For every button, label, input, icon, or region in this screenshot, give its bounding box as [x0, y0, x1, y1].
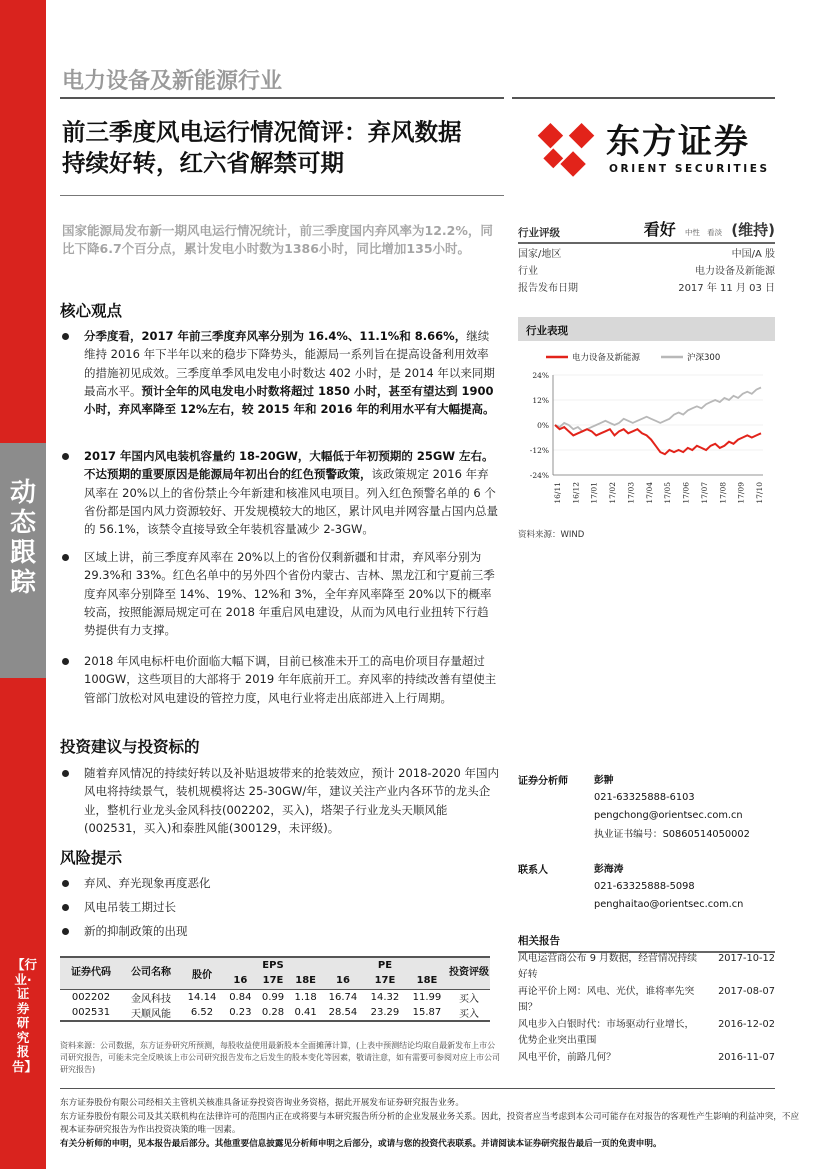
x-tick-label: 16/11: [553, 482, 562, 504]
performance-chart: [518, 345, 775, 515]
th-price: 股价: [180, 957, 224, 989]
x-tick-label: 17/02: [608, 482, 618, 504]
core-point-2-bold: 2017 年国内风电装机容量约 18-20GW，大幅低于年初预期的 25GW 左右。不达预期的重要原因是能源局年初出台的红色预警政策，: [84, 449, 494, 482]
related-item[interactable]: [518, 951, 775, 983]
rating-row-key: 行业: [518, 266, 538, 277]
related-item-title[interactable]: 风电平价，前路几何？: [518, 1052, 616, 1063]
cell-code: 002202: [71, 991, 111, 1003]
table-row: [60, 989, 490, 1005]
analyst-cert: 执业证书编号：S0860514050002: [594, 829, 750, 840]
cell-pe: 28.54: [322, 1005, 364, 1021]
rating-row: [518, 244, 775, 261]
core-point-1-text: 继续维持 2016 年下半年以来的稳步下降势头，能源局一系列旨在提高设备利用效率的措施初见成效。三季度单季风电发电小时数达 402 小时，是 2014 年以来同期最高水平。: [84, 329, 495, 398]
core-point-2-text: 该政策规定 2016 年弃风率在 20%以上的省份禁止今年新建和核准风电项目。列入红色预警名单的 6 个省份都是国内风力资源较好、开发规模较大的地区，累计风电并网容量占国内总量的 56.1%，该禁令直接导致全年装机容量减少 2-3GW。: [84, 467, 498, 537]
th-year: 17E: [364, 973, 406, 989]
core-point-4-text: 2018 年风电标杆电价面临大幅下调，目前已核准未开工的高电价项目存量超过 100GW，这些项目的大部将于 2019 年年底前开工。弃风率的持续改善有望使主管部门放松对风电建设的管控力度，风电行业将走出底部进入上行周期。: [84, 654, 497, 705]
divider: [60, 1088, 775, 1089]
industry-heading: 电力设备及新能源行业: [62, 69, 283, 94]
logo-mark-icon: [538, 123, 595, 177]
analyst-block: [518, 770, 775, 842]
logo-text-en: ORIENT SECURITIES: [609, 163, 770, 175]
y-tick-label: 0%: [537, 421, 549, 430]
sidebar-label: 动态跟踪: [9, 478, 36, 598]
chart-source: 资料来源：WIND: [518, 530, 585, 540]
core-point-1-bold: 分季度看，2017 年前三季度弃风率分别为 16.4%、11.1%和 8.66%，: [84, 329, 467, 343]
cell-pe: 14.32: [370, 991, 400, 1003]
th-name: 公司名称: [122, 957, 180, 989]
y-tick-label: 12%: [532, 396, 549, 405]
x-tick-label: 17/03: [626, 482, 636, 504]
cell-eps: 0.23: [224, 1005, 257, 1021]
sidebar-bottom-label: 【行业·证券研究报告】: [12, 957, 38, 1074]
related-item-title[interactable]: 再论平价上网：风电、光伏，谁将率先突围？: [518, 986, 695, 1013]
x-tick-label: 17/10: [755, 482, 764, 504]
rating-option: 看淡: [707, 228, 723, 237]
summary-text: 国家能源局发布新一期风电运行情况统计，前三季度国内弃风率为12.2%，同比下降6.7个百分点，累计发电小时数为1386小时，同比增加135小时。: [62, 223, 493, 256]
divider: [60, 97, 504, 99]
legend-label: 沪深300: [687, 353, 721, 363]
invest-point-text: 随着弃风情况的持续好转以及补贴退坡带来的抢装效应，预计 2018-2020 年国内风电将持续景气，装机规模将达 25-30GW/年，建议关注产业内各环节的龙头企业，整机行业龙头金风科技(002202，买入)，塔架子行业龙头天顺风能(002531，买入)和泰胜风能(300129，未评级)。: [84, 766, 499, 835]
related-item-date: 2016-12-02: [718, 1019, 775, 1030]
th-year: 16: [322, 973, 364, 989]
rating-row-value: 2017 年 11 月 03 日: [678, 283, 775, 294]
risk-item: [60, 898, 500, 916]
rating-row-value: 中国/A 股: [731, 249, 775, 260]
title-line-2: 持续好转，红六省解禁可期: [62, 149, 344, 177]
rating-row-key: 报告发布日期: [518, 283, 578, 294]
related-item[interactable]: [518, 1017, 775, 1049]
logo-text-cn: 东方证券: [606, 122, 750, 162]
th-year: 17E: [257, 973, 290, 989]
contact-name: 彭海涛: [594, 864, 624, 875]
analyst-label: 证券分析师: [518, 775, 568, 787]
rating-status: (维持): [731, 221, 775, 239]
title-line-1: 前三季度风电运行情况简评：弃风数据: [62, 118, 462, 146]
section-core: 核心观点: [60, 302, 123, 320]
risk-item: [60, 874, 500, 892]
core-point-3-text: 区域上讲，前三季度弃风率在 20%以上的省份仅剩新疆和甘肃，弃风率分别为 29.3%和 33%。红色名单中的另外四个省份内蒙古、吉林、黑龙江和宁夏前三季度弃风率分别降至 14%、19%、12%和 3%，全年弃风率降至 20%以下的概率较高，按照能源局规定可在 2018 年重启风电建设，从而为风电行业扭转下行趋势提供有力支撑。: [84, 550, 495, 638]
analyst-phone: 021-63325888-6103: [594, 791, 695, 803]
rating-header: [518, 222, 775, 244]
x-tick-label: 17/08: [718, 482, 728, 504]
core-point-2: [60, 447, 500, 538]
contact-phone: 021-63325888-5098: [594, 880, 695, 892]
analyst-name: 彭翀: [594, 775, 614, 786]
related-item[interactable]: [518, 984, 775, 1016]
th-code: 证券代码: [60, 957, 122, 989]
rating-row-key: 国家/地区: [518, 249, 562, 260]
contact-label: 联系人: [518, 864, 548, 876]
disclaimer-line-bold: 有关分析师的申明，见本报告最后部分。其他重要信息披露见分析师申明之后部分，或请与您的投资代表联系。并请阅读本证券研究报告最后一页的免责申明。: [60, 1138, 662, 1149]
divider: [512, 97, 775, 99]
risk-item: [60, 922, 500, 940]
x-tick-label: 17/09: [736, 482, 746, 504]
stock-table: [60, 956, 490, 1022]
disclaimer-line: 东方证券股份有限公司经相关主管机关核准具备证券投资咨询业务资格，据此开展发布证券研究报告业务。: [60, 1098, 464, 1108]
disclaimer: [60, 1097, 800, 1151]
invest-point: [60, 764, 500, 837]
y-tick-label: 24%: [532, 371, 549, 380]
cell-price: 14.14: [187, 991, 217, 1003]
cell-rating: 买入: [459, 993, 479, 1005]
x-tick-label: 17/04: [644, 482, 654, 504]
section-invest: 投资建议与投资标的: [60, 738, 200, 756]
rating-box: [518, 222, 775, 295]
core-point-4: [60, 652, 500, 707]
x-tick-label: 17/05: [663, 482, 673, 504]
x-tick-label: 17/06: [681, 482, 691, 504]
x-tick-label: 16/12: [571, 482, 581, 504]
cell-eps: 0.84: [229, 991, 252, 1003]
core-point-3: [60, 548, 500, 639]
rating-value: 看好: [643, 220, 676, 239]
rating-row: [518, 278, 775, 295]
related-title: 相关报告: [518, 933, 775, 953]
related-item-date: 2016-11-07: [718, 1052, 775, 1063]
cell-price: 6.52: [180, 1005, 224, 1021]
cell-eps: 0.28: [257, 1005, 290, 1021]
cell-eps: 1.18: [294, 991, 317, 1003]
rating-option: 中性: [684, 228, 700, 237]
x-tick-label: 17/07: [699, 482, 709, 504]
cell-pe: 23.29: [364, 1005, 406, 1021]
core-point-1: [60, 327, 500, 418]
risk-item-text: 风电吊装工期过长: [84, 900, 176, 914]
related-item-title[interactable]: 风电步入白银时代：市场驱动行业增长，优势企业突出重围: [518, 1019, 695, 1046]
rating-label: 行业评级: [518, 227, 560, 239]
th-year: 16: [224, 973, 257, 989]
cell-code: 002531: [60, 1005, 122, 1021]
cell-pe: 16.74: [328, 991, 358, 1003]
th-eps: EPS: [224, 957, 322, 973]
related-item-date: 2017-08-07: [718, 986, 775, 997]
rating-row: [518, 261, 775, 278]
cell-rating: 买入: [448, 1005, 490, 1021]
th-year: 18E: [289, 973, 322, 989]
analyst-email[interactable]: pengchong@orientsec.com.cn: [594, 809, 743, 821]
divider: [60, 195, 504, 196]
cell-name: 金风科技: [131, 993, 171, 1005]
cell-name: 天顺风能: [122, 1005, 180, 1021]
th-year: 18E: [406, 973, 448, 989]
th-rating: 投资评级: [448, 957, 490, 989]
cell-pe: 11.99: [412, 991, 442, 1003]
table-note: 资料来源：公司数据，东方证券研究所预测，每股收益使用最新股本全面摊薄计算，(上表中预测结论均取自最新发布上市公司研究报告，可能未完全反映该上市公司研究报告发布之后发生的股本变化等因素，敬请注意，如有需要可参阅对应上市公司研究报告): [60, 1041, 500, 1074]
cell-pe: 15.87: [406, 1005, 448, 1021]
cell-eps: 0.99: [261, 991, 285, 1003]
rating-row-value: 电力设备及新能源: [695, 266, 775, 277]
related-item-title[interactable]: 风电运营商公布 9 月数据，经营情况持续好转: [518, 953, 698, 980]
y-tick-label: -12%: [529, 446, 549, 455]
x-tick-label: 17/01: [589, 482, 599, 504]
core-point-1-bold-2: 预计全年的风电发电小时数将超过 1850 小时，甚至有望达到 1900 小时，弃风率降至 12%左右，较 2015 年和 2016 年的利用水平有大幅提高。: [84, 383, 495, 417]
y-tick-label: -24%: [529, 471, 549, 480]
section-risk: 风险提示: [60, 849, 123, 867]
performance-title: 行业表现: [518, 317, 775, 341]
table-row: [60, 1005, 490, 1021]
related-item[interactable]: [518, 1050, 775, 1066]
disclaimer-line: 东方证券股份有限公司及其关联机构在法律许可的范围内正在或将要与本研究报告所分析的企业发展业务关系。因此，投资者应当考虑到本公司可能存在对报告的客观性产生影响的利益冲突，不应视本证券研究报告为作出投资决策的唯一因素。: [60, 1111, 800, 1135]
risk-item-text: 新的抑制政策的出现: [84, 924, 188, 938]
contact-email[interactable]: penghaitao@orientsec.com.cn: [594, 898, 744, 910]
rating-values: [644, 217, 775, 240]
related-item-date: 2017-10-12: [718, 953, 775, 964]
rating-options: [685, 228, 722, 237]
report-title: [62, 117, 512, 179]
th-pe: PE: [322, 957, 448, 973]
risk-item-text: 弃风、弃光现象再度恶化: [84, 876, 211, 890]
contact-block: [518, 859, 775, 913]
legend-label: 电力设备及新能源: [572, 353, 641, 363]
cell-eps: 0.41: [289, 1005, 322, 1021]
